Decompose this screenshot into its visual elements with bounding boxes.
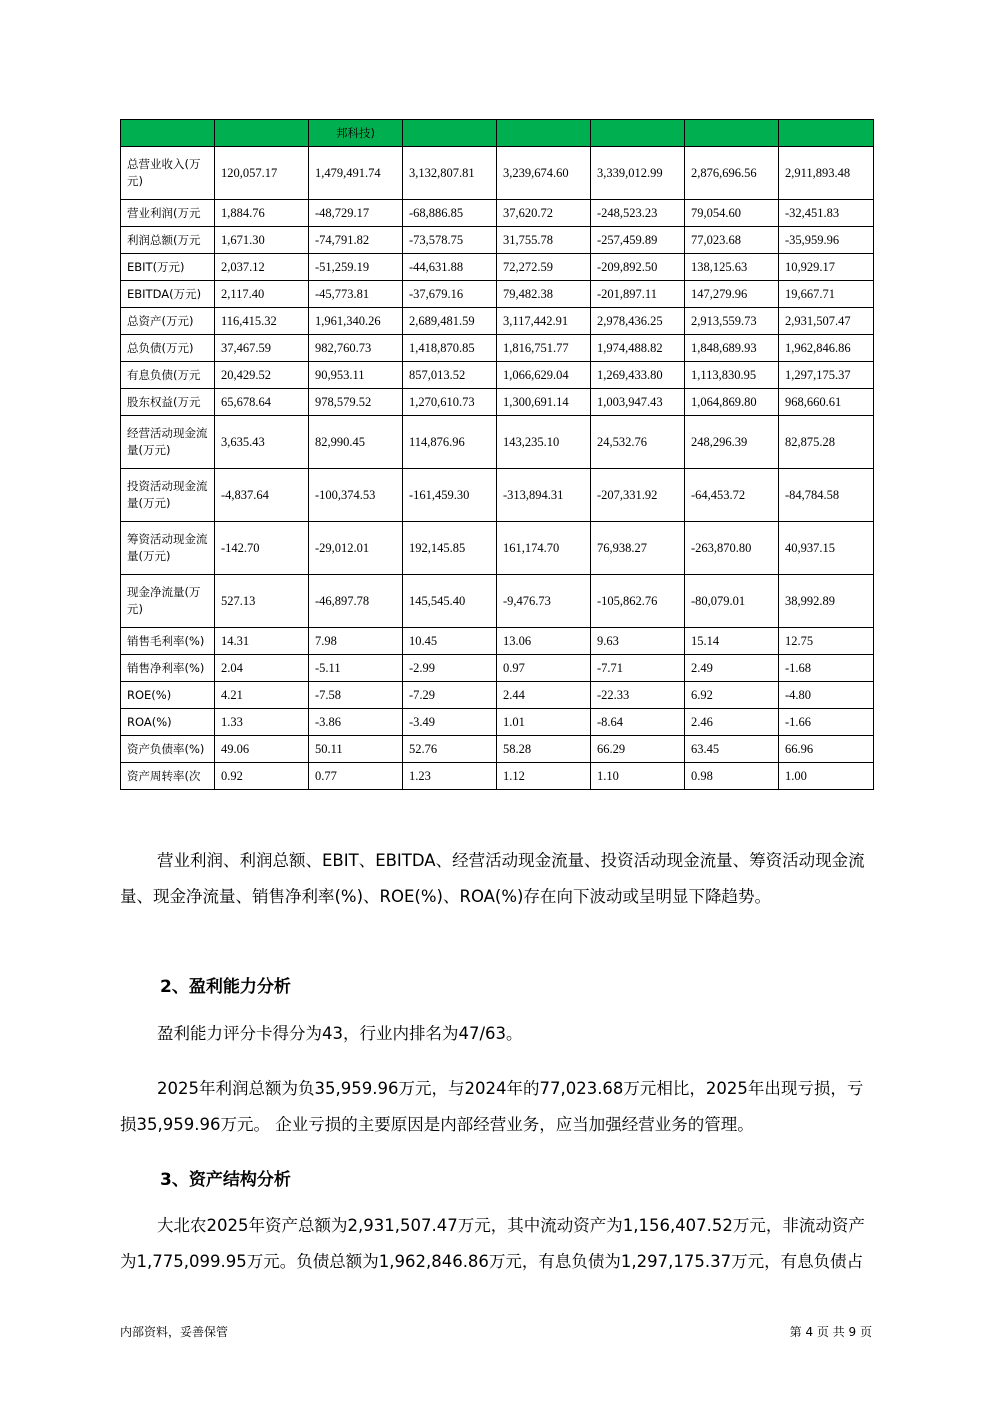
value-cell: 1.23 bbox=[403, 763, 497, 790]
value-cell: 37,467.59 bbox=[215, 335, 309, 362]
value-cell: 1,269,433.80 bbox=[591, 362, 685, 389]
value-cell: 1,003,947.43 bbox=[591, 389, 685, 416]
value-cell: -46,897.78 bbox=[309, 575, 403, 628]
row-label: 投资活动现金流量(万元) bbox=[121, 469, 215, 522]
value-cell: -257,459.89 bbox=[591, 227, 685, 254]
table-row bbox=[121, 281, 874, 308]
value-cell: 79,482.38 bbox=[497, 281, 591, 308]
financial-table bbox=[120, 119, 874, 790]
value-cell: 72,272.59 bbox=[497, 254, 591, 281]
value-cell: 6.92 bbox=[685, 682, 779, 709]
value-cell: 138,125.63 bbox=[685, 254, 779, 281]
table-row bbox=[121, 628, 874, 655]
value-cell: 90,953.11 bbox=[309, 362, 403, 389]
value-cell: 77,023.68 bbox=[685, 227, 779, 254]
financial-table-body bbox=[121, 120, 874, 790]
value-cell: 0.77 bbox=[309, 763, 403, 790]
value-cell: 10,929.17 bbox=[779, 254, 874, 281]
table-row bbox=[121, 575, 874, 628]
value-cell: -35,959.96 bbox=[779, 227, 874, 254]
value-cell: -207,331.92 bbox=[591, 469, 685, 522]
value-cell: -73,578.75 bbox=[403, 227, 497, 254]
value-cell: -263,870.80 bbox=[685, 522, 779, 575]
value-cell: 147,279.96 bbox=[685, 281, 779, 308]
row-label: 营业利润(万元 bbox=[121, 200, 215, 227]
value-cell: 15.14 bbox=[685, 628, 779, 655]
value-cell: -8.64 bbox=[591, 709, 685, 736]
value-cell: 1,974,488.82 bbox=[591, 335, 685, 362]
value-cell: 2.44 bbox=[497, 682, 591, 709]
value-cell: 10.45 bbox=[403, 628, 497, 655]
value-cell: -105,862.76 bbox=[591, 575, 685, 628]
table-row bbox=[121, 522, 874, 575]
value-cell: -5.11 bbox=[309, 655, 403, 682]
value-cell: 1,962,846.86 bbox=[779, 335, 874, 362]
value-cell: 65,678.64 bbox=[215, 389, 309, 416]
profit-detail-paragraph: 2025年利润总额为负35,959.96万元，与2024年的77,023.68万元相比，2025年出现亏损，亏损35,959.96万元。 企业亏损的主要原因是内部经营业务，应当加强经营业务的管理。 bbox=[120, 1079, 864, 1134]
value-cell: -48,729.17 bbox=[309, 200, 403, 227]
value-cell: 82,990.45 bbox=[309, 416, 403, 469]
value-cell: -64,453.72 bbox=[685, 469, 779, 522]
row-label: 销售毛利率(%) bbox=[121, 628, 215, 655]
table-row bbox=[121, 416, 874, 469]
value-cell: 24,532.76 bbox=[591, 416, 685, 469]
value-cell: -313,894.31 bbox=[497, 469, 591, 522]
value-cell: 2,911,893.48 bbox=[779, 147, 874, 200]
value-cell: -7.58 bbox=[309, 682, 403, 709]
table-row bbox=[121, 254, 874, 281]
value-cell: -4,837.64 bbox=[215, 469, 309, 522]
value-cell: 0.92 bbox=[215, 763, 309, 790]
header-cell bbox=[685, 120, 779, 147]
table-row bbox=[121, 763, 874, 790]
row-label: EBIT(万元) bbox=[121, 254, 215, 281]
header-cell bbox=[779, 120, 874, 147]
value-cell: -2.99 bbox=[403, 655, 497, 682]
value-cell: 1,848,689.93 bbox=[685, 335, 779, 362]
table-row bbox=[121, 469, 874, 522]
value-cell: 982,760.73 bbox=[309, 335, 403, 362]
value-cell: 3,117,442.91 bbox=[497, 308, 591, 335]
value-cell: 0.98 bbox=[685, 763, 779, 790]
value-cell: 1,418,870.85 bbox=[403, 335, 497, 362]
value-cell: 40,937.15 bbox=[779, 522, 874, 575]
value-cell: -32,451.83 bbox=[779, 200, 874, 227]
value-cell: 1,300,691.14 bbox=[497, 389, 591, 416]
value-cell: 76,938.27 bbox=[591, 522, 685, 575]
value-cell: -201,897.11 bbox=[591, 281, 685, 308]
value-cell: 120,057.17 bbox=[215, 147, 309, 200]
value-cell: 1,297,175.37 bbox=[779, 362, 874, 389]
value-cell: 52.76 bbox=[403, 736, 497, 763]
value-cell: 1,671.30 bbox=[215, 227, 309, 254]
row-label: 有息负债(万元 bbox=[121, 362, 215, 389]
value-cell: -248,523.23 bbox=[591, 200, 685, 227]
value-cell: 1,816,751.77 bbox=[497, 335, 591, 362]
row-label: 股东权益(万元 bbox=[121, 389, 215, 416]
row-label: 筹资活动现金流量(万元) bbox=[121, 522, 215, 575]
table-row bbox=[121, 308, 874, 335]
value-cell: -80,079.01 bbox=[685, 575, 779, 628]
row-label: 销售净利率(%) bbox=[121, 655, 215, 682]
value-cell: 79,054.60 bbox=[685, 200, 779, 227]
value-cell: 3,132,807.81 bbox=[403, 147, 497, 200]
value-cell: 0.97 bbox=[497, 655, 591, 682]
row-label: 总营业收入(万元) bbox=[121, 147, 215, 200]
value-cell: 1.00 bbox=[779, 763, 874, 790]
value-cell: -22.33 bbox=[591, 682, 685, 709]
value-cell: 2,037.12 bbox=[215, 254, 309, 281]
value-cell: 1,961,340.26 bbox=[309, 308, 403, 335]
value-cell: -3.49 bbox=[403, 709, 497, 736]
value-cell: -44,631.88 bbox=[403, 254, 497, 281]
row-label: 资产负债率(%) bbox=[121, 736, 215, 763]
value-cell: 1,064,869.80 bbox=[685, 389, 779, 416]
value-cell: 9.63 bbox=[591, 628, 685, 655]
value-cell: 82,875.28 bbox=[779, 416, 874, 469]
value-cell: -7.71 bbox=[591, 655, 685, 682]
table-row bbox=[121, 389, 874, 416]
value-cell: 1.12 bbox=[497, 763, 591, 790]
row-label: ROA(%) bbox=[121, 709, 215, 736]
value-cell: -142.70 bbox=[215, 522, 309, 575]
value-cell: -45,773.81 bbox=[309, 281, 403, 308]
value-cell: 978,579.52 bbox=[309, 389, 403, 416]
value-cell: 3,339,012.99 bbox=[591, 147, 685, 200]
value-cell: 1,270,610.73 bbox=[403, 389, 497, 416]
value-cell: 2,689,481.59 bbox=[403, 308, 497, 335]
value-cell: 49.06 bbox=[215, 736, 309, 763]
value-cell: 12.75 bbox=[779, 628, 874, 655]
value-cell: 2,931,507.47 bbox=[779, 308, 874, 335]
profit-section-heading: 2、盈利能力分析 bbox=[160, 977, 291, 997]
value-cell: 63.45 bbox=[685, 736, 779, 763]
row-label: 总负债(万元) bbox=[121, 335, 215, 362]
asset-section-heading: 3、资产结构分析 bbox=[160, 1170, 291, 1190]
row-label: 资产周转率(次 bbox=[121, 763, 215, 790]
value-cell: 3,239,674.60 bbox=[497, 147, 591, 200]
value-cell: 38,992.89 bbox=[779, 575, 874, 628]
value-cell: 145,545.40 bbox=[403, 575, 497, 628]
value-cell: -29,012.01 bbox=[309, 522, 403, 575]
value-cell: -51,259.19 bbox=[309, 254, 403, 281]
row-label: 经营活动现金流量(万元) bbox=[121, 416, 215, 469]
header-cell bbox=[497, 120, 591, 147]
value-cell: 116,415.32 bbox=[215, 308, 309, 335]
table-row bbox=[121, 227, 874, 254]
value-cell: 527.13 bbox=[215, 575, 309, 628]
value-cell: 192,145.85 bbox=[403, 522, 497, 575]
value-cell: -37,679.16 bbox=[403, 281, 497, 308]
footer-page-number: 第 4 页 共 9 页 bbox=[789, 1325, 872, 1339]
header-cell bbox=[403, 120, 497, 147]
table-row bbox=[121, 147, 874, 200]
value-cell: 2.46 bbox=[685, 709, 779, 736]
header-cell bbox=[591, 120, 685, 147]
value-cell: 2.04 bbox=[215, 655, 309, 682]
row-label: 利润总额(万元 bbox=[121, 227, 215, 254]
value-cell: 2,913,559.73 bbox=[685, 308, 779, 335]
value-cell: 1,113,830.95 bbox=[685, 362, 779, 389]
value-cell: 66.96 bbox=[779, 736, 874, 763]
value-cell: 3,635.43 bbox=[215, 416, 309, 469]
row-label: EBITDA(万元) bbox=[121, 281, 215, 308]
value-cell: 143,235.10 bbox=[497, 416, 591, 469]
table-row bbox=[121, 682, 874, 709]
value-cell: 4.21 bbox=[215, 682, 309, 709]
value-cell: 2.49 bbox=[685, 655, 779, 682]
value-cell: -1.68 bbox=[779, 655, 874, 682]
value-cell: 857,013.52 bbox=[403, 362, 497, 389]
header-cell bbox=[215, 120, 309, 147]
value-cell: 114,876.96 bbox=[403, 416, 497, 469]
value-cell: 37,620.72 bbox=[497, 200, 591, 227]
value-cell: 50.11 bbox=[309, 736, 403, 763]
value-cell: 14.31 bbox=[215, 628, 309, 655]
header-cell: 邦科技) bbox=[309, 120, 403, 147]
value-cell: 1,479,491.74 bbox=[309, 147, 403, 200]
value-cell: 13.06 bbox=[497, 628, 591, 655]
table-row bbox=[121, 335, 874, 362]
value-cell: -68,886.85 bbox=[403, 200, 497, 227]
row-label: ROE(%) bbox=[121, 682, 215, 709]
value-cell: 1.01 bbox=[497, 709, 591, 736]
trend-paragraph: 营业利润、利润总额、EBIT、EBITDA、经营活动现金流量、投资活动现金流量、筹资活动现金流量、现金净流量、销售净利率(%)、ROE(%)、ROA(%)存在向下波动或呈明显下降趋势。 bbox=[120, 851, 865, 906]
footer-confidential-note: 内部资料，妥善保管 bbox=[120, 1325, 229, 1339]
value-cell: 66.29 bbox=[591, 736, 685, 763]
table-header-row bbox=[121, 120, 874, 147]
value-cell: 1.33 bbox=[215, 709, 309, 736]
header-cell bbox=[121, 120, 215, 147]
value-cell: -3.86 bbox=[309, 709, 403, 736]
value-cell: -161,459.30 bbox=[403, 469, 497, 522]
value-cell: -7.29 bbox=[403, 682, 497, 709]
value-cell: 31,755.78 bbox=[497, 227, 591, 254]
value-cell: 58.28 bbox=[497, 736, 591, 763]
table-row bbox=[121, 709, 874, 736]
value-cell: 2,978,436.25 bbox=[591, 308, 685, 335]
value-cell: -84,784.58 bbox=[779, 469, 874, 522]
value-cell: 7.98 bbox=[309, 628, 403, 655]
value-cell: 161,174.70 bbox=[497, 522, 591, 575]
value-cell: -100,374.53 bbox=[309, 469, 403, 522]
profit-score-paragraph: 盈利能力评分卡得分为43，行业内排名为47/63。 bbox=[157, 1024, 523, 1043]
value-cell: 1,066,629.04 bbox=[497, 362, 591, 389]
value-cell: -9,476.73 bbox=[497, 575, 591, 628]
value-cell: 1.10 bbox=[591, 763, 685, 790]
row-label: 现金净流量(万元) bbox=[121, 575, 215, 628]
value-cell: 968,660.61 bbox=[779, 389, 874, 416]
value-cell: 248,296.39 bbox=[685, 416, 779, 469]
value-cell: 19,667.71 bbox=[779, 281, 874, 308]
value-cell: 2,876,696.56 bbox=[685, 147, 779, 200]
value-cell: -209,892.50 bbox=[591, 254, 685, 281]
value-cell: 1,884.76 bbox=[215, 200, 309, 227]
value-cell: 20,429.52 bbox=[215, 362, 309, 389]
table-row bbox=[121, 655, 874, 682]
table-row bbox=[121, 736, 874, 763]
value-cell: -1.66 bbox=[779, 709, 874, 736]
value-cell: -74,791.82 bbox=[309, 227, 403, 254]
table-row bbox=[121, 200, 874, 227]
row-label: 总资产(万元) bbox=[121, 308, 215, 335]
value-cell: -4.80 bbox=[779, 682, 874, 709]
value-cell: 2,117.40 bbox=[215, 281, 309, 308]
asset-detail-paragraph: 大北农2025年资产总额为2,931,507.47万元，其中流动资产为1,156,407.52万元，非流动资产为1,775,099.95万元。负债总额为1,962,846.86万元，有息负债为1,297,175.37万元，有息负债占 bbox=[120, 1216, 865, 1271]
table-row bbox=[121, 362, 874, 389]
